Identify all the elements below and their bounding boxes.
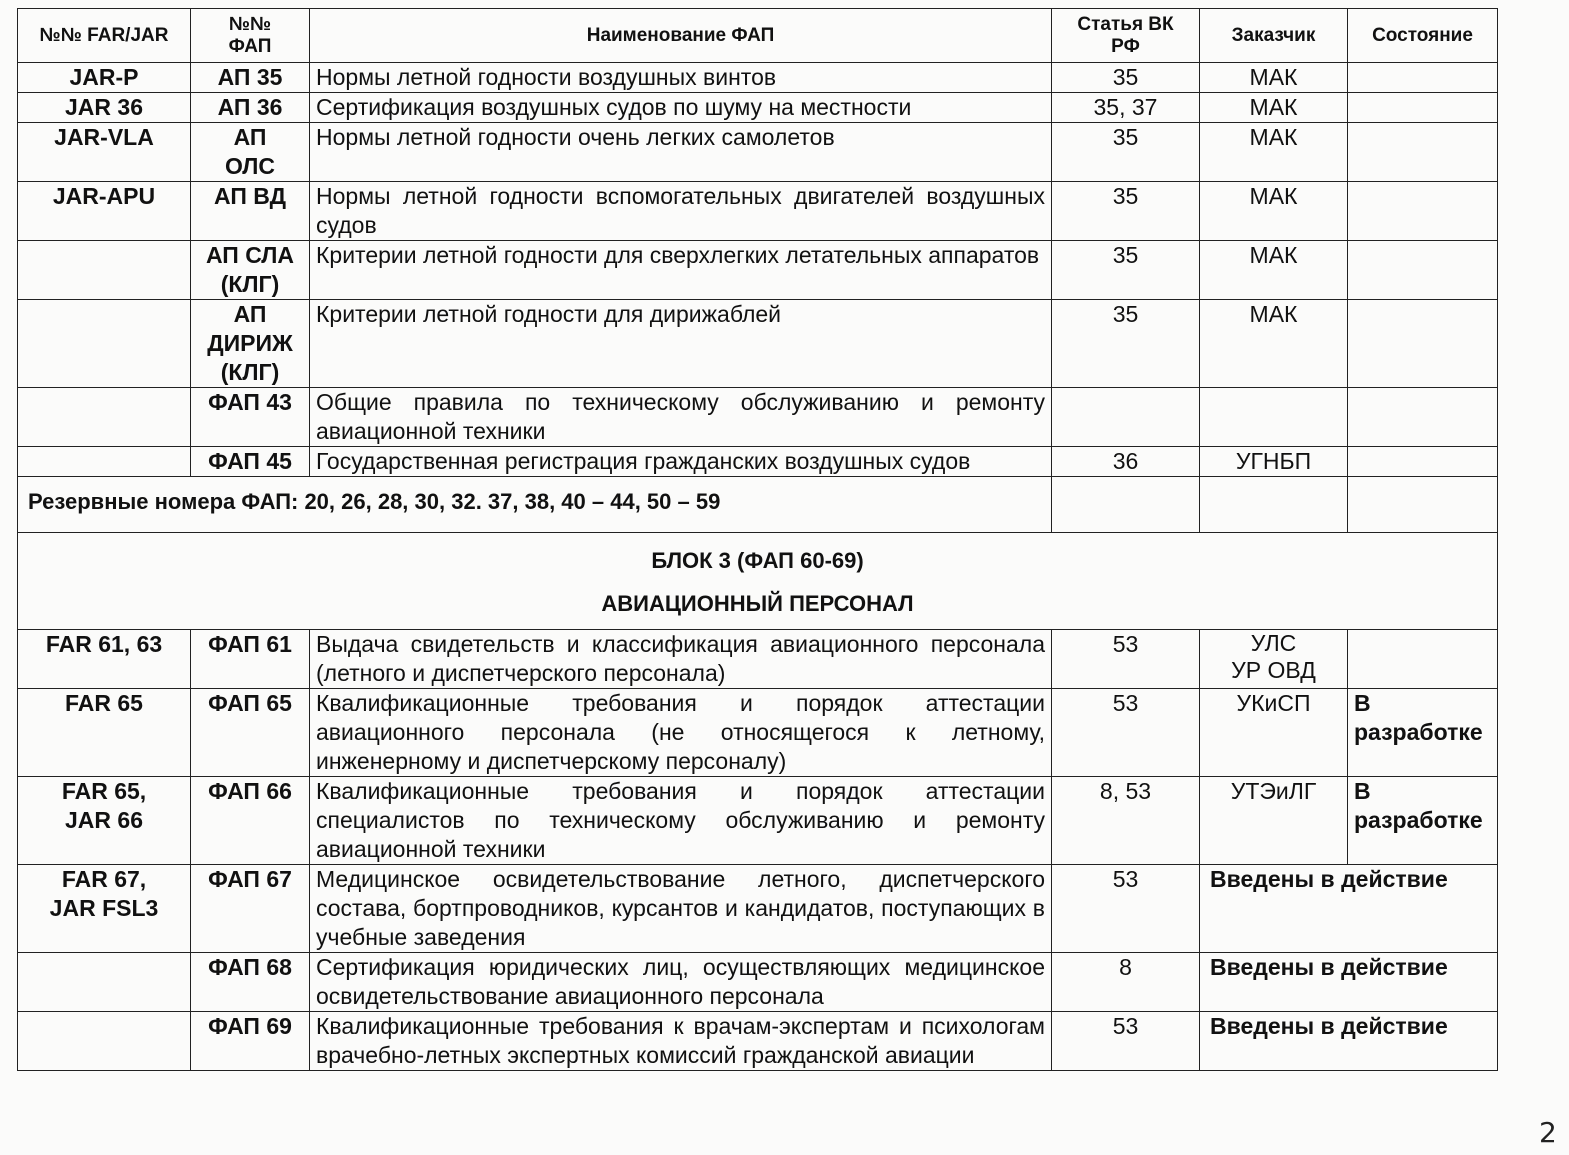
name-cell: Государственная регистрация гражданских воздушных судов (310, 447, 1052, 477)
table-row (18, 63, 1498, 93)
customer-cell: УТЭиЛГ (1200, 777, 1348, 865)
article-cell: 35 (1052, 182, 1200, 241)
article-cell: 53 (1052, 865, 1200, 953)
state-cell (1348, 182, 1498, 241)
far-cell: FAR 65, JAR 66 (18, 777, 191, 865)
fap-cell: АП ОЛС (191, 123, 310, 182)
customer-cell (1200, 388, 1348, 447)
customer-line: УР ОВД (1231, 657, 1316, 683)
header-state: Состояние (1348, 9, 1498, 63)
article-cell: 53 (1052, 630, 1200, 689)
customer-cell: МАК (1200, 241, 1348, 300)
table-row (18, 123, 1498, 182)
article-cell: 35 (1052, 241, 1200, 300)
far-cell (18, 388, 191, 447)
header-far-jar: №№ FAR/JAR (18, 9, 191, 63)
customer-cell: УКиСП (1200, 689, 1348, 777)
name-cell: Критерии летной годности для сверхлегких летательных аппаратов (310, 241, 1052, 300)
block-subtitle: АВИАЦИОННЫЙ ПЕРСОНАЛ (601, 591, 914, 616)
far-cell: JAR 36 (18, 93, 191, 123)
fap-cell: АП 36 (191, 93, 310, 123)
name-cell: Сертификация воздушных судов по шуму на местности (310, 93, 1052, 123)
far-cell (18, 953, 191, 1012)
state-cell (1348, 388, 1498, 447)
state-cell: В разработке (1348, 777, 1498, 865)
header-fap-number: №№ ФАП (191, 9, 310, 63)
fap-cell: ФАП 67 (191, 865, 310, 953)
name-cell: Квалификационные требования и порядок аттестации авиационного персонала (не относящегося к летному, инженерному и диспетчерскому персоналу) (310, 689, 1052, 777)
state-cell (1348, 63, 1498, 93)
customer-cell: МАК (1200, 63, 1348, 93)
table-row (18, 241, 1498, 300)
table-row (18, 447, 1498, 477)
far-cell: JAR-APU (18, 182, 191, 241)
block-title: БЛОК 3 (ФАП 60-69) (651, 548, 864, 573)
table-row (18, 630, 1498, 689)
state-cell: В разработке (1348, 689, 1498, 777)
state-cell (1348, 93, 1498, 123)
name-cell: Выдача свидетельств и классификация авиационного персонала (летного и диспетчерского персонала) (310, 630, 1052, 689)
name-cell: Сертификация юридических лиц, осуществляющих медицинское освидетельствование авиационного персонала (310, 953, 1052, 1012)
reserve-note: Резервные номера ФАП: 20, 26, 28, 30, 32. 37, 38, 40 – 44, 50 – 59 (18, 477, 1052, 533)
table-row (18, 1012, 1498, 1071)
customer-cell: МАК (1200, 300, 1348, 388)
name-cell: Медицинское освидетельствование летного, диспетчерского состава, бортпроводников, курсантов и кандидатов, поступающих в учебные заведения (310, 865, 1052, 953)
far-cell: JAR-P (18, 63, 191, 93)
customer-cell (1200, 477, 1348, 533)
fap-cell: ФАП 68 (191, 953, 310, 1012)
table-row (18, 689, 1498, 777)
article-cell: 35 (1052, 123, 1200, 182)
fap-cell: АП ДИРИЖ (КЛГ) (191, 300, 310, 388)
article-cell (1052, 388, 1200, 447)
reserve-note-row (18, 477, 1498, 533)
block-3-heading (18, 533, 1498, 630)
fap-cell: ФАП 66 (191, 777, 310, 865)
fap-table (17, 8, 1498, 1071)
customer-cell: МАК (1200, 123, 1348, 182)
far-cell (18, 241, 191, 300)
header-customer: Заказчик (1200, 9, 1348, 63)
name-cell: Нормы летной годности вспомогательных двигателей воздушных судов (310, 182, 1052, 241)
table-header-row (18, 9, 1498, 63)
header-article: Статья ВК РФ (1052, 9, 1200, 63)
article-cell (1052, 477, 1200, 533)
article-cell: 8, 53 (1052, 777, 1200, 865)
name-cell: Критерии летной годности для дирижаблей (310, 300, 1052, 388)
customer-line: УЛС (1250, 630, 1297, 656)
name-cell: Нормы летной годности очень легких самолетов (310, 123, 1052, 182)
table-row (18, 865, 1498, 953)
article-cell: 36 (1052, 447, 1200, 477)
far-cell (18, 300, 191, 388)
state-cell (1348, 300, 1498, 388)
customer-cell: УГНБП (1200, 447, 1348, 477)
far-cell: JAR-VLA (18, 123, 191, 182)
article-cell: 35 (1052, 63, 1200, 93)
status-cell: Введены в действие (1200, 1012, 1498, 1071)
table-row (18, 300, 1498, 388)
document-sheet (17, 8, 1497, 1071)
table-row (18, 388, 1498, 447)
name-cell: Квалификационные требования к врачам-экспертам и психологам врачебно-летных экспертных комиссий гражданской авиации (310, 1012, 1052, 1071)
state-cell (1348, 447, 1498, 477)
fap-cell: ФАП 61 (191, 630, 310, 689)
far-cell: FAR 67, JAR FSL3 (18, 865, 191, 953)
far-cell (18, 1012, 191, 1071)
article-cell: 8 (1052, 953, 1200, 1012)
article-cell: 35, 37 (1052, 93, 1200, 123)
far-cell (18, 447, 191, 477)
far-cell: FAR 61, 63 (18, 630, 191, 689)
customer-cell: МАК (1200, 93, 1348, 123)
article-cell: 53 (1052, 1012, 1200, 1071)
name-cell: Общие правила по техническому обслуживанию и ремонту авиационной техники (310, 388, 1052, 447)
article-cell: 35 (1052, 300, 1200, 388)
table-row (18, 93, 1498, 123)
article-cell: 53 (1052, 689, 1200, 777)
header-fap-name: Наименование ФАП (310, 9, 1052, 63)
state-cell (1348, 123, 1498, 182)
state-cell (1348, 241, 1498, 300)
fap-cell: ФАП 43 (191, 388, 310, 447)
fap-cell: ФАП 65 (191, 689, 310, 777)
fap-cell: ФАП 69 (191, 1012, 310, 1071)
fap-cell: АП ВД (191, 182, 310, 241)
fap-cell: АП 35 (191, 63, 310, 93)
status-cell: Введены в действие (1200, 953, 1498, 1012)
page-number: 2 (1539, 1116, 1557, 1149)
block-heading-row (18, 533, 1498, 630)
table-row (18, 953, 1498, 1012)
name-cell: Квалификационные требования и порядок аттестации специалистов по техническому обслуживанию и ремонту авиационной техники (310, 777, 1052, 865)
far-cell: FAR 65 (18, 689, 191, 777)
table-row (18, 182, 1498, 241)
state-cell (1348, 630, 1498, 689)
name-cell: Нормы летной годности воздушных винтов (310, 63, 1052, 93)
customer-cell (1200, 630, 1348, 689)
state-cell (1348, 477, 1498, 533)
fap-cell: АП СЛА (КЛГ) (191, 241, 310, 300)
customer-cell: МАК (1200, 182, 1348, 241)
fap-cell: ФАП 45 (191, 447, 310, 477)
table-row (18, 777, 1498, 865)
status-cell: Введены в действие (1200, 865, 1498, 953)
